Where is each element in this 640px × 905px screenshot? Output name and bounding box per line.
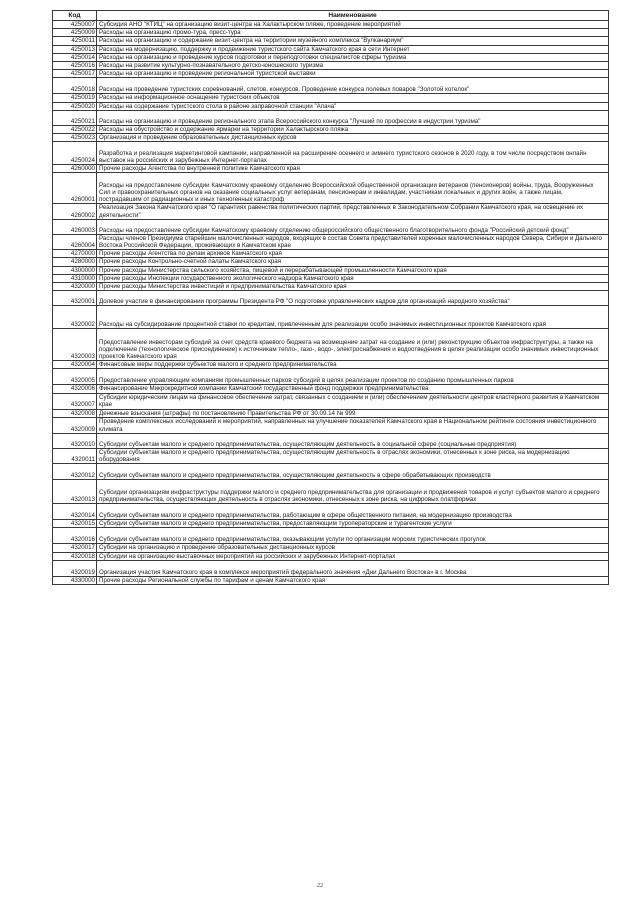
table-row [53,266,609,274]
row-code: 4260002 [53,204,97,219]
row-code: 4320011 [53,448,97,463]
table-row [53,45,609,53]
page-number: 22 [317,883,323,889]
table-row [53,21,609,29]
table-row [53,393,609,409]
row-name: Прочие расходы Агентства по внутренней политике Камчатского края [97,165,609,173]
row-name: Проведение комплексных исследований и мероприятий, направленных на улучшение показателей Камчатского края в Национальном рейтинге состояния инвестиционного климата [97,417,609,433]
table-row [53,448,609,463]
row-code: 4310000 [53,274,97,282]
table-row [53,94,609,102]
row-code: 4250020 [53,102,97,110]
row-code: 4320000 [53,283,97,291]
budget-codes-table [52,10,609,585]
row-name: Прочие расходы Министерства инвестиций и предпринимательства Камчатского края [97,283,609,291]
row-code: 4320006 [53,385,97,393]
name-column-header: Наименование [97,11,609,21]
table-row [53,520,609,528]
row-code: 4320012 [53,464,97,480]
table-header-row [53,11,609,21]
row-code: 4320013 [53,480,97,504]
row-code: 4250011 [53,37,97,45]
row-name: Субсидии субъектам малого и среднего предпринимательства, работающим в сфере общественного питания, на модернизацию производства [97,504,609,520]
row-code: 4250016 [53,62,97,70]
table-row [53,283,609,291]
row-name: Реализация Закона Камчатского края "О гарантиях равенства политических партий, представленных в Законодательном Собрании Камчатского края, на освещение их деятельности" [97,204,609,219]
row-code: 4320018 [53,552,97,560]
row-code: 4260000 [53,165,97,173]
row-name: Субсидии организациям инфраструктуры поддержки малого и среднего предпринимательства для организации и продвижения товаров и услуг субъектов малого и среднего предпринимательства, осуществляющих деятельность в отраслях экономики, отнесенных к зоне риска, на цифровых платформах [97,480,609,504]
row-code: 4250014 [53,53,97,61]
table-row [53,110,609,125]
row-code: 4250013 [53,45,97,53]
row-name: Прочие расходы Инспекции государственного экологического надзора Камчатского края [97,274,609,282]
row-name: Денежные взыскания (штрафы) по постановлению Правительства РФ от 30.09.14 № 999 [97,409,609,417]
row-name: Расходы на проведение туристских соревнований, слетов, конкурсов. Проведение конкурса полевых поваров "Золотой котелок" [97,78,609,94]
row-name: Расходы на модернизацию, поддержку и продвижение туристского сайта Камчатского края в сети Интернет [97,45,609,53]
code-column-header: Код [53,11,97,21]
table-row [53,134,609,142]
row-name: Расходы на развитие культурно-познавательного детско-юношеского туризма [97,62,609,70]
row-code: 4320019 [53,560,97,576]
row-name: Расходы на предоставление субсидии Камчатскому краевому отделению Всероссийской общественной организации ветеранов (пенсионеров) войны, труда, Вооруженных Сил и правоохранительных органов на оказание социальных услуг ветеранам, пенсионерам и инвалидам, участникам локальных и других войн, а также лицам, пострадавшим от радиационных и иных техногенных катастроф [97,173,609,204]
row-code: 4320010 [53,433,97,448]
row-name: Субсидии субъектам малого и среднего предпринимательства, оказывающим услуги по организации морских туристических прогулок [97,528,609,544]
row-code: 4250024 [53,142,97,165]
row-code: 4320001 [53,291,97,306]
row-name: Прочие расходы Контрольно-счетной палаты Камчатского края [97,258,609,266]
table-row [53,142,609,165]
row-name: Расходы на организацию и содержание визит-центра на территории музейного комплекса "Вулканариум" [97,37,609,45]
row-name: Субсидии субъектам малого и среднего предпринимательства, осуществляющим деятельность в сфере обрабатывающих производств [97,464,609,480]
row-name: Организация участия Камчатского края в комплексе мероприятий федерального значения «Дни Дальнего Востока» в г. Москва [97,560,609,576]
row-code: 4250021 [53,110,97,125]
row-name: Расходы на организацию и проведение курсов подготовки и переподготовки специалистов сферы туризма [97,53,609,61]
row-code: 4250007 [53,21,97,29]
row-code: 4320008 [53,409,97,417]
row-code: 4320007 [53,393,97,409]
row-code: 4320014 [53,504,97,520]
table-row [53,306,609,329]
row-code: 4320002 [53,306,97,329]
table-row [53,480,609,504]
row-name: Субсидии субъектам малого и среднего предпринимательства, предоставляющим туроператорские и турагентские услуги [97,520,609,528]
table-row [53,250,609,258]
row-code: 4260001 [53,173,97,204]
table-row [53,258,609,266]
table-row [53,78,609,94]
table-row [53,204,609,219]
table-row [53,361,609,369]
row-code: 4250022 [53,125,97,133]
row-code: 4320009 [53,417,97,433]
row-name: Субсидии субъектам малого и среднего предпринимательства, осуществляющим деятельность в социальной сфере (социальные предприятия) [97,433,609,448]
row-name: Предоставление инвесторам субсидий за счет средств краевого бюджета на возмещение затрат на создание и (или) реконструкцию объектов инфраструктуры, а также на подключение (технологическое присоединение) к источникам тепло-, газо-, водо-, электроснабжения и водоотведения в целях реализации особо значимых инвестиционных проектов Камчатского края [97,329,609,361]
row-name: Разработка и реализация маркетинговой кампании, направленной на расширение осеннего и зимнего туристского сезонов в 2020 году, в том числе посредством онлайн выставок на российских и зарубежных Интернет-порталах [97,142,609,165]
row-name: Организация и проведение образовательных дистанционных курсов [97,134,609,142]
table-row [53,62,609,70]
table-row [53,528,609,544]
row-code: 4270000 [53,250,97,258]
table-row [53,504,609,520]
row-name: Расходы на обустройство и содержание ярмарки на территории Халактырского пляжа [97,125,609,133]
row-name: Прочие расходы Агентства по делам архивов Камчатского края [97,250,609,258]
row-name: Расходы на информационное оснащение туристских объектов [97,94,609,102]
table-row [53,125,609,133]
table-row [53,576,609,584]
table-row [53,369,609,385]
row-name: Субсидии на организацию и проведение образовательных дистанционных курсов [97,544,609,552]
row-code: 4320017 [53,544,97,552]
table-row [53,102,609,110]
row-code: 4250023 [53,134,97,142]
table-row [53,544,609,552]
row-name: Расходы членов Президиума старейшин малочисленных народов, входящих в состав Совета представителей коренных малочисленных народов Севера, Сибири и Дальнего Востока Российской Федерации, проживающих в Камчатском крае [97,234,609,249]
row-code: 4280000 [53,258,97,266]
table-row [53,173,609,204]
row-code: 4330000 [53,576,97,584]
table-row [53,329,609,361]
row-code: 4320003 [53,329,97,361]
row-name: Долевое участие в финансировании программы Президента РФ "О подготовке управленческих кадров для организаций народного хозяйства" [97,291,609,306]
row-name: Субсидии субъектам малого и среднего предпринимательства, осуществляющим деятельность в отраслях экономики, отнесенных к зоне риска, на модернизацию оборудования [97,448,609,463]
row-name: Субсидии юридическим лицам на финансовое обеспечение затрат, связанных с созданием и (или) обеспечением деятельности центров кластерного развития в Камчатском крае [97,393,609,409]
row-code: 4250017 [53,70,97,78]
row-name: Расходы на содержание туристского стола в районе заправочной станции "Апача" [97,102,609,110]
row-code: 4250018 [53,78,97,94]
table-row [53,417,609,433]
row-name: Прочие расходы Региональной службы по тарифам и ценам Камчатского края [97,576,609,584]
table-row [53,560,609,576]
row-code: 4260004 [53,234,97,249]
row-name: Субсидии на организацию выставочных мероприятий на российских и зарубежных Интернет-порталах [97,552,609,560]
row-name: Финансирование Микрокредитной компании Камчатский государственный фонд поддержки предпринимательства [97,385,609,393]
table-row [53,165,609,173]
row-name: Финансовые меры поддержки субъектов малого и среднего предпринимательства [97,361,609,369]
table-row [53,274,609,282]
table-row [53,385,609,393]
row-name: Расходы на предоставление субсидии Камчатскому краевому отделению общероссийского общественного благотворительного фонда "Российский детский фонд" [97,219,609,234]
row-name: Расходы на организацию и проведение региональной туристской выставки [97,70,609,78]
table-row [53,234,609,249]
row-code: 4320016 [53,528,97,544]
table-row [53,219,609,234]
table-row [53,53,609,61]
row-code: 4260003 [53,219,97,234]
table-row [53,29,609,37]
table-row [53,433,609,448]
row-name: Субсидия АНО "КТИЦ" на организацию визит-центра на Халактырском пляже, проведение мероприятий [97,21,609,29]
table-row [53,464,609,480]
row-code: 4250019 [53,94,97,102]
table-row [53,552,609,560]
table-body [53,21,609,585]
row-name: Предоставление управляющим компаниям промышленных парков субсидий в целях реализации проектов по созданию промышленных парков [97,369,609,385]
row-code: 4320005 [53,369,97,385]
row-name: Расходы на организацию и проведение регионального этапа Всероссийского конкурса "Лучший по профессии в индустрии туризма" [97,110,609,125]
row-name: Расходы на субсидирование процентной ставки по кредитам, привлеченным для реализации особо значимых инвестиционных проектов Камчатского края [97,306,609,329]
row-code: 4320015 [53,520,97,528]
table-row [53,37,609,45]
row-code: 4250009 [53,29,97,37]
row-code: 4300000 [53,266,97,274]
row-code: 4320004 [53,361,97,369]
table-row [53,70,609,78]
row-name: Прочие расходы Министерства сельского хозяйства, пищевой и перерабатывающей промышленности Камчатского края [97,266,609,274]
table-row [53,291,609,306]
row-name: Расходы на организацию промо-тура, пресс-тура [97,29,609,37]
table-row [53,409,609,417]
